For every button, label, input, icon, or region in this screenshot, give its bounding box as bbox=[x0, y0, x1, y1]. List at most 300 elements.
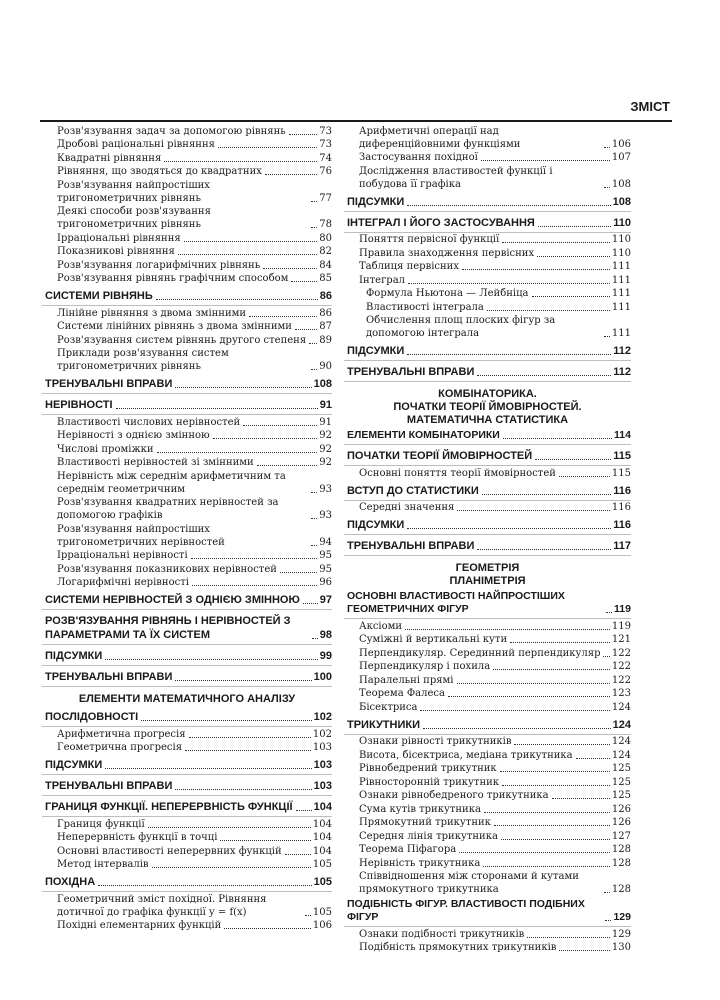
toc-entry[interactable] bbox=[42, 165, 332, 178]
toc-entry[interactable] bbox=[42, 456, 332, 469]
toc-page-number: 111 bbox=[611, 274, 631, 286]
toc-entry[interactable] bbox=[42, 845, 332, 858]
dot-leader bbox=[483, 866, 610, 867]
dot-leader bbox=[175, 680, 311, 681]
toc-entry-title: Бісектриса bbox=[359, 701, 418, 713]
toc-section[interactable] bbox=[42, 649, 332, 663]
dot-leader bbox=[502, 785, 610, 786]
toc-entry-title: Таблиця первісних bbox=[359, 261, 459, 272]
toc-entry[interactable] bbox=[344, 816, 631, 829]
toc-page-number: 122 bbox=[611, 647, 631, 659]
dot-leader bbox=[296, 810, 312, 811]
toc-page-number: 97 bbox=[319, 594, 332, 606]
toc-entry[interactable] bbox=[344, 749, 631, 762]
toc-entry[interactable] bbox=[42, 741, 332, 754]
section-heading: ЕЛЕМЕНТИ МАТЕМАТИЧНОГО АНАЛІЗУ bbox=[78, 693, 296, 705]
toc-entry-title: Застосування похідної bbox=[359, 152, 478, 163]
toc-page-number: 110 bbox=[611, 247, 631, 259]
toc-entry-title: Розв'язування квадратних нерівностей за допомогою графіків bbox=[57, 497, 279, 521]
section-divider bbox=[344, 211, 631, 212]
dot-leader bbox=[481, 160, 610, 161]
dot-leader bbox=[559, 476, 610, 477]
toc-entry[interactable] bbox=[42, 919, 332, 932]
toc-page-number: 106 bbox=[312, 920, 332, 931]
toc-entry[interactable] bbox=[344, 287, 631, 300]
toc-page-number: 91 bbox=[319, 399, 332, 411]
toc-page-number: 104 bbox=[313, 801, 332, 813]
toc-entry[interactable] bbox=[344, 620, 631, 633]
dot-leader bbox=[141, 720, 311, 721]
toc-entry[interactable] bbox=[344, 314, 631, 340]
toc-entry-title: ТРЕНУВАЛЬНІ ВПРАВИ bbox=[347, 366, 475, 378]
dot-leader bbox=[243, 425, 317, 426]
dot-leader bbox=[420, 710, 609, 711]
toc-entry-title: Ірраціональні нерівності bbox=[57, 550, 188, 561]
toc-entry[interactable] bbox=[344, 762, 631, 775]
toc-page-number: 82 bbox=[319, 246, 332, 257]
toc-entry[interactable] bbox=[344, 843, 631, 856]
section-divider bbox=[42, 665, 332, 666]
toc-entry[interactable] bbox=[42, 728, 332, 741]
toc-page-number: 92 bbox=[319, 443, 332, 455]
toc-entry[interactable] bbox=[344, 633, 631, 646]
toc-page-number: 115 bbox=[611, 467, 631, 479]
dot-leader bbox=[457, 683, 610, 684]
toc-page-number: 96 bbox=[319, 577, 332, 588]
dot-leader bbox=[164, 161, 317, 162]
toc-entry[interactable] bbox=[344, 301, 631, 314]
toc-entry-title: Нерівність між середнім арифметичним та середнім геометричним bbox=[57, 470, 286, 495]
toc-page-number: 127 bbox=[611, 830, 631, 842]
dot-leader bbox=[291, 281, 317, 282]
dot-leader bbox=[514, 744, 609, 745]
toc-section[interactable] bbox=[42, 614, 332, 642]
toc-section[interactable] bbox=[344, 195, 631, 209]
toc-entry[interactable] bbox=[344, 467, 631, 480]
toc-page-number: 74 bbox=[319, 152, 332, 164]
toc-page-number: 114 bbox=[614, 429, 631, 441]
toc-entry[interactable] bbox=[42, 320, 332, 333]
toc-page-number: 89 bbox=[319, 334, 332, 346]
dot-leader bbox=[98, 885, 311, 886]
toc-page-number: 124 bbox=[612, 718, 631, 731]
section-divider bbox=[344, 555, 631, 556]
toc-entry-title: Інтеграл bbox=[359, 274, 406, 286]
toc-section[interactable] bbox=[42, 779, 332, 793]
toc-entry[interactable] bbox=[42, 549, 332, 562]
toc-entry-title: РОЗВ'ЯЗУВАННЯ РІВНЯНЬ І НЕРІВНОСТЕЙ З ПАРАМЕТРАМИ ТА ЇХ СИСТЕМ bbox=[45, 615, 291, 641]
toc-entry[interactable] bbox=[344, 789, 631, 802]
toc-entry[interactable] bbox=[344, 125, 631, 151]
toc-page-number: 125 bbox=[611, 790, 631, 801]
toc-page-number: 77 bbox=[319, 192, 332, 204]
toc-page-number: 85 bbox=[319, 273, 332, 284]
toc-entry-title: ОСНОВНІ ВЛАСТИВОСТІ НАЙПРОСТІШИХ ГЕОМЕТРИЧНИХ ФІГУР bbox=[347, 590, 565, 615]
toc-entry-title: Подібність прямокутних трикутників bbox=[359, 942, 557, 953]
toc-entry-title: ІНТЕГРАЛ І ЙОГО ЗАСТОСУВАННЯ bbox=[347, 216, 535, 229]
toc-entry[interactable] bbox=[42, 416, 332, 429]
toc-entry-title: Теорема Фалеса bbox=[359, 688, 445, 699]
toc-entry[interactable] bbox=[344, 870, 631, 896]
toc-column-right bbox=[344, 124, 631, 954]
dot-leader bbox=[213, 438, 318, 439]
section-divider bbox=[344, 534, 631, 535]
toc-entry-title: Середні значення bbox=[359, 502, 455, 513]
toc-page-number: 112 bbox=[613, 345, 631, 357]
dot-leader bbox=[604, 147, 610, 148]
dot-leader bbox=[503, 438, 612, 439]
toc-page-number: 90 bbox=[319, 361, 332, 372]
toc-section[interactable] bbox=[344, 344, 631, 358]
toc-entry-title: Геометричний зміст похідної. Рівняння дотичної до графіка функції y = f(x) bbox=[57, 893, 267, 918]
toc-entry[interactable] bbox=[344, 687, 631, 700]
section-heading: КОМБІНАТОРИКА. bbox=[438, 388, 537, 400]
toc-page-number: 129 bbox=[611, 928, 631, 940]
dot-leader bbox=[407, 528, 611, 529]
toc-entry-title: Основні властивості неперервних функцій bbox=[57, 845, 282, 857]
dot-leader bbox=[156, 299, 318, 300]
toc-entry[interactable] bbox=[42, 576, 332, 589]
toc-entry-title: ТРЕНУВАЛЬНІ ВПРАВИ bbox=[347, 540, 475, 552]
toc-entry[interactable] bbox=[42, 179, 332, 205]
section-divider bbox=[42, 795, 332, 796]
toc-page-number: 107 bbox=[611, 152, 631, 163]
toc-section[interactable] bbox=[42, 593, 332, 607]
dot-leader bbox=[477, 549, 611, 550]
toc-page-number: 92 bbox=[319, 430, 332, 441]
toc-page-number: 104 bbox=[312, 832, 332, 843]
toc-entry[interactable] bbox=[42, 831, 332, 844]
toc-entry-title: Формула Ньютона — Лейбніца bbox=[366, 288, 529, 299]
toc-page-number: 105 bbox=[313, 876, 332, 888]
toc-page-number: 117 bbox=[613, 540, 631, 552]
toc-page-number: 116 bbox=[611, 502, 631, 513]
toc-entry[interactable] bbox=[42, 307, 332, 320]
toc-page-number: 125 bbox=[611, 776, 631, 788]
toc-page-number: 99 bbox=[319, 650, 332, 662]
dot-leader bbox=[603, 656, 609, 657]
toc-entry-title: Поняття первісної функції bbox=[359, 234, 500, 245]
toc-entry[interactable] bbox=[42, 858, 332, 871]
toc-section[interactable] bbox=[344, 365, 631, 379]
toc-entry-title: ПІДСУМКИ bbox=[347, 519, 405, 531]
dot-leader bbox=[477, 375, 611, 376]
toc-entry[interactable] bbox=[344, 660, 631, 673]
toc-page-number: 86 bbox=[319, 290, 332, 302]
dot-leader bbox=[175, 387, 311, 388]
toc-entry[interactable] bbox=[42, 232, 332, 245]
toc-entry[interactable] bbox=[344, 165, 631, 191]
toc-entry-title: СИСТЕМИ РІВНЯНЬ bbox=[45, 290, 153, 302]
section-divider bbox=[42, 644, 332, 645]
toc-page-number: 92 bbox=[319, 457, 332, 468]
dot-leader bbox=[263, 268, 317, 269]
toc-section[interactable] bbox=[42, 289, 332, 303]
toc-section[interactable] bbox=[344, 449, 631, 463]
toc-entry[interactable] bbox=[42, 496, 332, 522]
toc-page-number: 105 bbox=[312, 906, 332, 918]
section-heading: ПОЧАТКИ ТЕОРІЇ ЙМОВІРНОСТЕЙ. bbox=[393, 401, 582, 413]
toc-section[interactable] bbox=[344, 590, 631, 616]
dot-leader bbox=[494, 825, 610, 826]
dot-leader bbox=[178, 254, 317, 255]
toc-page-number: 84 bbox=[319, 259, 332, 271]
dot-leader bbox=[152, 867, 311, 868]
toc-section[interactable] bbox=[344, 718, 631, 732]
toc-entry-title: Геометрична прогресія bbox=[57, 742, 183, 753]
toc-entry-title: Основні поняття теорії ймовірностей bbox=[359, 467, 556, 479]
toc-page-number: 129 bbox=[613, 911, 631, 923]
toc-entry-title: Співвідношення між сторонами й кутами прямокутного трикутника bbox=[359, 871, 579, 895]
toc-entry[interactable] bbox=[42, 272, 332, 285]
toc-entry-title: ГРАНИЦЯ ФУНКЦІЇ. НЕПЕРЕРВНІСТЬ ФУНКЦІЇ bbox=[45, 801, 293, 813]
dot-leader bbox=[185, 750, 311, 751]
toc-entry[interactable] bbox=[42, 443, 332, 456]
toc-entry-title: Властивості нерівностей зі змінними bbox=[57, 457, 254, 468]
toc-entry[interactable] bbox=[344, 260, 631, 273]
toc-page-number: 111 bbox=[611, 261, 631, 272]
toc-page-number: 102 bbox=[313, 711, 332, 723]
toc-entry-title: Нерівності з однією змінною bbox=[57, 430, 210, 441]
toc-entry-title: ТРЕНУВАЛЬНІ ВПРАВИ bbox=[45, 378, 173, 390]
toc-page-number: 103 bbox=[312, 742, 332, 753]
toc-page-number: 119 bbox=[611, 620, 631, 632]
toc-page-number: 76 bbox=[319, 166, 332, 177]
dot-leader bbox=[482, 494, 611, 495]
dot-leader bbox=[423, 728, 611, 729]
toc-entry-title: Правила знаходження первісних bbox=[359, 247, 535, 259]
toc-section[interactable] bbox=[344, 898, 631, 924]
toc-entry-title: Рівняння, що зводяться до квадратних bbox=[57, 166, 262, 177]
toc-entry-title: Теорема Піфагора bbox=[359, 844, 457, 855]
dot-leader bbox=[285, 854, 311, 855]
dot-leader bbox=[311, 545, 317, 546]
toc-entry[interactable] bbox=[42, 152, 332, 165]
dot-leader bbox=[189, 737, 311, 738]
toc-entry-title: ПОДІБНІСТЬ ФІГУР. ВЛАСТИВОСТІ ПОДІБНИХ ФІГУР bbox=[347, 898, 585, 923]
toc-entry[interactable] bbox=[344, 274, 631, 287]
toc-entry[interactable] bbox=[42, 523, 332, 549]
toc-page-number: 119 bbox=[614, 603, 631, 615]
toc-entry[interactable] bbox=[344, 674, 631, 687]
toc-entry[interactable] bbox=[42, 138, 332, 151]
toc-entry-title: ПОЧАТКИ ТЕОРІЇ ЙМОВІРНОСТЕЙ bbox=[347, 450, 533, 462]
toc-entry-title: ПІДСУМКИ bbox=[45, 759, 103, 771]
toc-entry[interactable] bbox=[344, 647, 631, 660]
toc-entry[interactable] bbox=[344, 857, 631, 870]
toc-section[interactable] bbox=[344, 539, 631, 553]
toc-page-number: 95 bbox=[319, 563, 332, 575]
toc-section[interactable] bbox=[42, 875, 332, 889]
dot-leader bbox=[309, 343, 317, 344]
toc-page-number: 87 bbox=[319, 321, 332, 332]
dot-leader bbox=[537, 256, 610, 257]
toc-page-number: 111 bbox=[611, 328, 631, 339]
section-divider bbox=[42, 393, 332, 394]
dot-leader bbox=[501, 839, 610, 840]
toc-entry-title: Розв'язування найпростіших тригонометричних нерівностей bbox=[57, 523, 225, 548]
toc-page-number: 106 bbox=[611, 138, 631, 150]
dot-leader bbox=[295, 329, 317, 330]
toc-page-number: 105 bbox=[312, 859, 332, 870]
section-divider bbox=[344, 444, 631, 445]
dot-leader bbox=[305, 915, 311, 916]
dot-leader bbox=[280, 572, 317, 573]
toc-entry[interactable] bbox=[344, 941, 631, 954]
toc-page-number: 95 bbox=[319, 550, 332, 561]
toc-entry[interactable] bbox=[344, 151, 631, 164]
dot-leader bbox=[224, 928, 311, 929]
toc-entry[interactable] bbox=[344, 803, 631, 816]
dot-leader bbox=[484, 812, 610, 813]
toc-entry-title: Дробові раціональні рівняння bbox=[57, 139, 215, 150]
toc-entry-title: Властивості інтеграла bbox=[366, 301, 484, 313]
toc-entry[interactable] bbox=[344, 776, 631, 789]
toc-entry-title: ТРИКУТНИКИ bbox=[347, 718, 420, 731]
toc-page-number: 110 bbox=[611, 234, 631, 245]
toc-entry-title: Розв'язування показникових нерівностей bbox=[57, 563, 277, 575]
toc-entry[interactable] bbox=[42, 893, 332, 919]
toc-page-number: 124 bbox=[611, 701, 631, 713]
dot-leader bbox=[559, 950, 610, 951]
toc-page-number: 116 bbox=[613, 519, 631, 531]
toc-entry-title: ВСТУП ДО СТАТИСТИКИ bbox=[347, 484, 479, 497]
toc-entry[interactable] bbox=[344, 247, 631, 260]
toc-section[interactable] bbox=[42, 398, 332, 412]
toc-page-number: 124 bbox=[611, 749, 631, 761]
dot-leader bbox=[184, 241, 318, 242]
toc-entry-title: Розв'язування найпростіших тригонометричних рівнянь bbox=[57, 179, 210, 204]
toc-entry[interactable] bbox=[344, 735, 631, 748]
toc-entry-title: Приклади розв'язування систем тригонометричних рівнянь bbox=[57, 348, 229, 372]
toc-page-number: 111 bbox=[611, 288, 631, 299]
dot-leader bbox=[605, 920, 611, 921]
toc-entry-title: Обчислення площ плоских фігур за допомогою інтеграла bbox=[366, 315, 556, 339]
toc-entry-title: Сума кутів трикутника bbox=[359, 803, 481, 815]
dot-leader bbox=[604, 892, 610, 893]
toc-entry-title: ПОХІДНА bbox=[45, 876, 96, 888]
dot-leader bbox=[606, 612, 612, 613]
dot-leader bbox=[527, 937, 610, 938]
toc-entry[interactable] bbox=[42, 347, 332, 373]
toc-section[interactable] bbox=[42, 377, 332, 391]
toc-entry[interactable] bbox=[344, 830, 631, 843]
dot-leader bbox=[175, 789, 311, 790]
toc-entry-title: Аксіоми bbox=[359, 620, 403, 632]
dot-leader bbox=[116, 408, 318, 409]
toc-entry-title: Властивості числових нерівностей bbox=[57, 416, 241, 428]
section-heading: ГЕОМЕТРІЯ bbox=[455, 562, 520, 574]
toc-entry[interactable] bbox=[42, 429, 332, 442]
dot-leader bbox=[493, 669, 610, 670]
section-divider bbox=[42, 609, 332, 610]
toc-entry[interactable] bbox=[344, 928, 631, 941]
toc-section[interactable] bbox=[42, 710, 332, 724]
toc-section[interactable] bbox=[344, 216, 631, 230]
dot-leader bbox=[407, 354, 611, 355]
toc-entry-title: ПІДСУМКИ bbox=[347, 195, 405, 208]
toc-page-number: 124 bbox=[611, 736, 631, 747]
section-divider bbox=[42, 686, 332, 687]
toc-page-number: 126 bbox=[611, 803, 631, 815]
toc-page-number: 125 bbox=[611, 763, 631, 774]
toc-entry-title: Перпендикуляр і похила bbox=[359, 661, 491, 672]
section-heading: МАТЕМАТИЧНА СТАТИСТИКА bbox=[406, 414, 569, 426]
toc-entry-title: Ознаки рівнобедреного трикутника bbox=[359, 790, 549, 801]
section-heading: ПЛАНІМЕТРІЯ bbox=[449, 575, 526, 587]
toc-page-number: 123 bbox=[611, 688, 631, 699]
toc-entry[interactable] bbox=[42, 334, 332, 347]
dot-leader bbox=[532, 296, 610, 297]
toc-page-number: 102 bbox=[312, 728, 332, 740]
dot-leader bbox=[448, 696, 610, 697]
toc-page-number: 108 bbox=[611, 178, 631, 190]
toc-section[interactable] bbox=[344, 484, 631, 498]
toc-section[interactable] bbox=[344, 429, 631, 442]
dot-leader bbox=[303, 603, 318, 604]
dot-leader bbox=[604, 187, 610, 188]
dot-leader bbox=[312, 638, 318, 639]
toc-section[interactable] bbox=[42, 758, 332, 772]
section-divider bbox=[42, 774, 332, 775]
toc-entry-title: Арифметична прогресія bbox=[57, 728, 186, 740]
toc-entry-title: ТРЕНУВАЛЬНІ ВПРАВИ bbox=[45, 671, 173, 683]
toc-page-number: 73 bbox=[319, 139, 332, 150]
toc-page-number: 126 bbox=[611, 817, 631, 828]
dot-leader bbox=[604, 336, 610, 337]
toc-entry[interactable] bbox=[344, 233, 631, 246]
toc-page-number: 130 bbox=[611, 942, 631, 953]
toc-section[interactable] bbox=[344, 518, 631, 532]
toc-section[interactable] bbox=[42, 670, 332, 684]
dot-leader bbox=[311, 518, 317, 519]
dot-leader bbox=[265, 174, 317, 175]
dot-leader bbox=[311, 492, 317, 493]
toc-entry[interactable] bbox=[42, 818, 332, 831]
toc-page-number: 73 bbox=[319, 125, 332, 137]
toc-entry[interactable] bbox=[42, 205, 332, 231]
toc-entry[interactable] bbox=[42, 470, 332, 496]
toc-entry-title: Розв'язування рівнянь графічним способом bbox=[57, 273, 289, 284]
dot-leader bbox=[105, 659, 318, 660]
toc-page-number: 121 bbox=[611, 634, 631, 645]
toc-entry[interactable] bbox=[42, 259, 332, 272]
toc-entry[interactable] bbox=[344, 501, 631, 514]
toc-page-number: 93 bbox=[319, 483, 332, 495]
toc-entry-title: Числові проміжки bbox=[57, 443, 154, 455]
toc-entry-title: Середня лінія трикутника bbox=[359, 830, 498, 842]
toc-page-number: 93 bbox=[319, 510, 332, 521]
toc-entry-title: Квадратні рівняння bbox=[57, 152, 162, 164]
dot-leader bbox=[407, 205, 610, 206]
toc-page-number: 128 bbox=[611, 844, 631, 855]
toc-section[interactable] bbox=[42, 800, 332, 814]
toc-page-number: 104 bbox=[312, 818, 332, 830]
toc-page-number: 116 bbox=[613, 484, 631, 497]
dot-leader bbox=[249, 316, 317, 317]
dot-leader bbox=[218, 147, 317, 148]
toc-entry-title: Системи лінійних рівнянь з двома змінними bbox=[57, 321, 292, 332]
toc-entry[interactable] bbox=[344, 701, 631, 714]
toc-entry-title: Ознаки подібності трикутників bbox=[359, 928, 525, 940]
toc-entry[interactable] bbox=[42, 125, 332, 138]
dot-leader bbox=[220, 840, 310, 841]
toc-page-number: 94 bbox=[319, 536, 332, 548]
toc-entry[interactable] bbox=[42, 245, 332, 258]
toc-page-number: 112 bbox=[613, 366, 631, 378]
toc-entry[interactable] bbox=[42, 563, 332, 576]
toc-entry-title: Ірраціональні рівняння bbox=[57, 232, 181, 244]
